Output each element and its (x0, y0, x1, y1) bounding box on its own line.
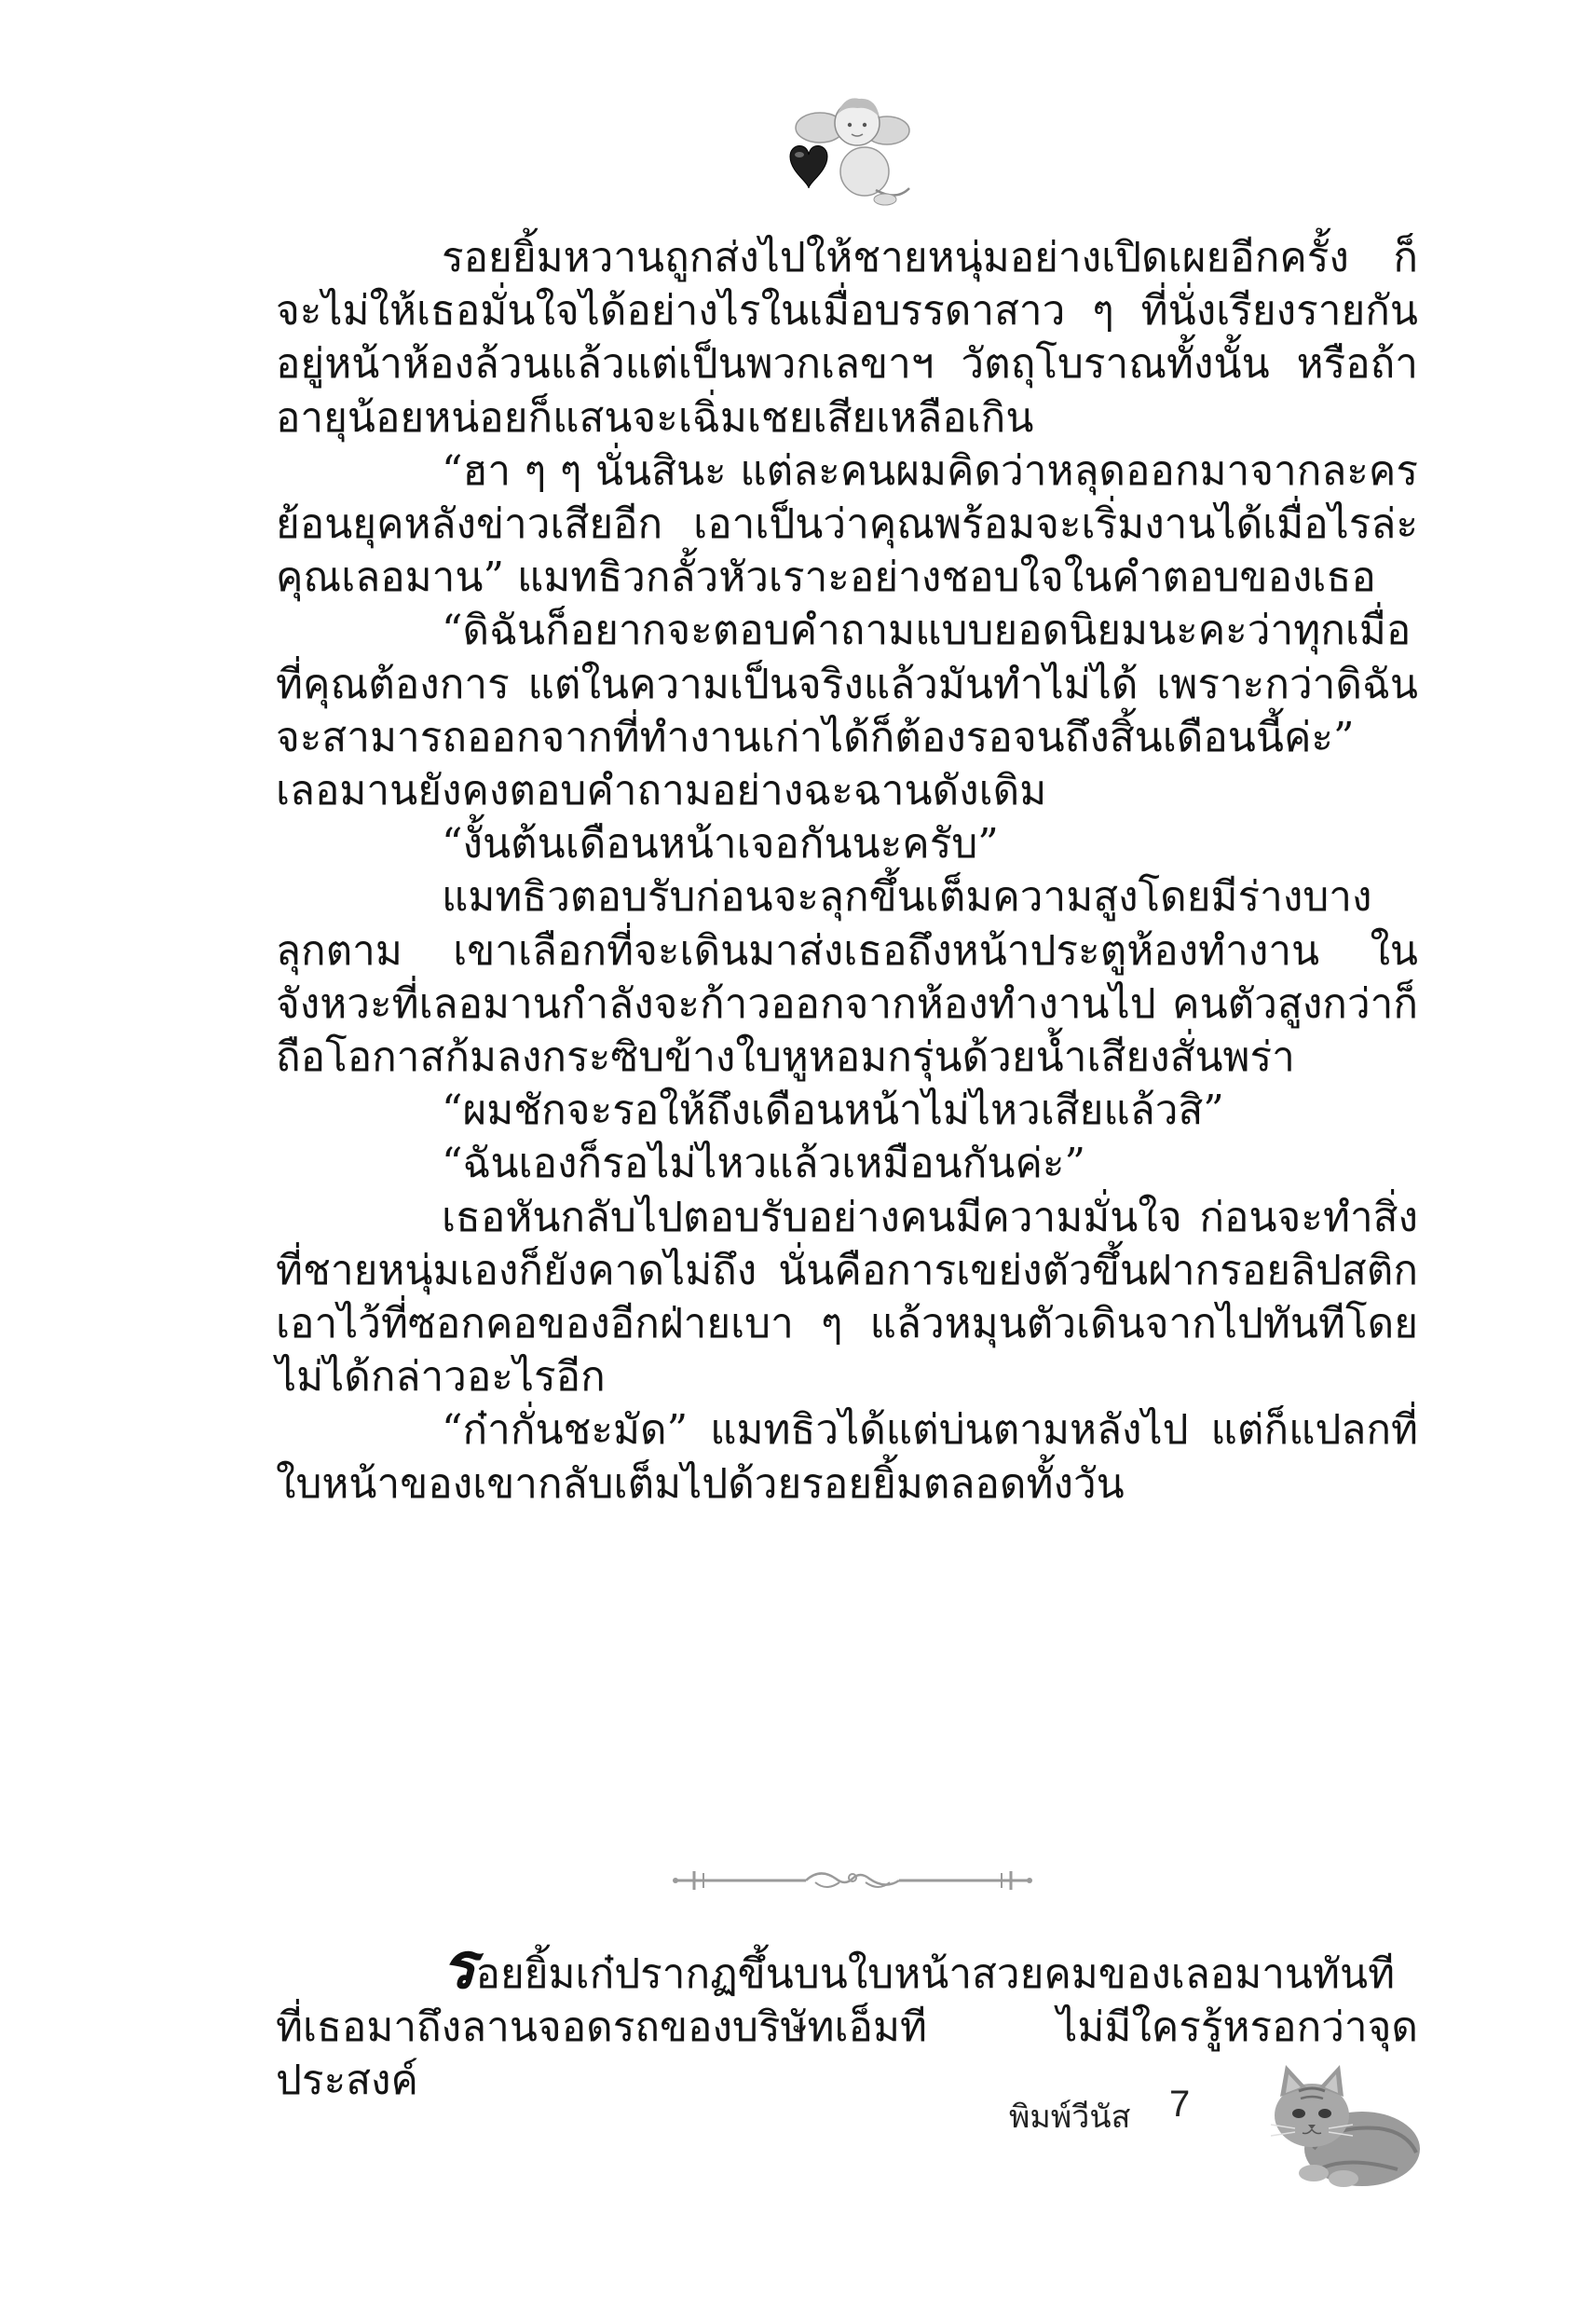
paragraph: “งั้นต้นเดือนหน้าเจอกันนะครับ” (442, 820, 999, 868)
cat-icon (1258, 2039, 1427, 2197)
drop-cap: ร (442, 1929, 476, 2003)
footer-book-title: พิมพ์วีนัส (1009, 2099, 1131, 2136)
paragraph: “ดิฉันก็อยากจะตอบคำถามแบบยอดนิยมนะคะว่าทุกเมื่อที่คุณต้องการ แต่ในความเป็นจริงแล้วมันทำไม่ได้ เพราะกว่าดิฉันจะสามารถออกจากที่ทำงานเก่าได้ก็ต้องรอจนถึงสิ้นเดือนนี้ค่ะ” เลอมานยังคงตอบคำถามอย่างฉะฉานดังเดิม (276, 607, 1418, 815)
ornamental-divider (666, 1862, 1039, 1899)
opening-paragraph (276, 1929, 1418, 2108)
page-number: 7 (1169, 2084, 1191, 2125)
paragraph: แมทธิวตอบรับก่อนจะลุกขึ้นเต็มความสูงโดยมีร่างบางลุกตาม เขาเลือกที่จะเดินมาส่งเธอถึงหน้าประตูห้องทำงาน ในจังหวะที่เลอมานกำลังจะก้าวออกจากห้องทำงานไป คนตัวสูงกว่าก็ถือโอกาสก้มลงกระซิบข้างใบหูหอมกรุ่นด้วยน้ำเสียงสั่นพร่า (276, 873, 1418, 1082)
paragraph: “ฮา ๆ ๆ นั่นสินะ แต่ละคนผมคิดว่าหลุดออกมาจากละครย้อนยุคหลังข่าวเสียอีก เอาเป็นว่าคุณพร้อมจะเริ่มงานได้เมื่อไรล่ะคุณเลอมาน” แมทธิวกลั้วหัวเราะอย่างชอบใจในคำตอบของเธอ (276, 446, 1418, 602)
paragraph: “ผมชักจะรอให้ถึงเดือนหน้าไม่ไหวเสียแล้วสิ” (442, 1087, 1224, 1135)
opening-paragraph-text: อยยิ้มเก๋ปรากฏขึ้นบนใบหน้าสวยคมของเลอมานทันทีที่เธอมาถึงลานจอดรถของบริษัทเอ็มที ไม่มีใครรู้หรอกว่าจุดประสงค์ (276, 1950, 1418, 2105)
cupid-with-heart-icon (783, 86, 922, 216)
paragraph: รอยยิ้มหวานถูกส่งไปให้ชายหนุ่มอย่างเปิดเผยอีกครั้ง ก็จะไม่ให้เธอมั่นใจได้อย่างไรในเมื่อบรรดาสาว ๆ ที่นั่งเรียงรายกันอยู่หน้าห้องล้วนแล้วแต่เป็นพวกเลขาฯ วัตถุโบราณทั้งนั้น หรือถ้าอายุน้อยหน่อยก็แสนจะเฉิ่มเชยเสียเหลือเกิน (276, 234, 1418, 442)
section-two (276, 1929, 1418, 2108)
paragraph: เธอหันกลับไปตอบรับอย่างคนมีความมั่นใจ ก่อนจะทำสิ่งที่ชายหนุ่มเองก็ยังคาดไม่ถึง นั่นคือการเขย่งตัวขึ้นฝากรอยลิปสติกเอาไว้ที่ซอกคอของอีกฝ่ายเบา ๆ แล้วหมุนตัวเดินจากไปทันทีโดยไม่ได้กล่าวอะไรอีก (276, 1193, 1418, 1402)
paragraph: “ก๋ากั่นชะมัด” แมทธิวได้แต่บ่นตามหลังไป แต่ก็แปลกที่ใบหน้าของเขากลับเต็มไปด้วยรอยยิ้มตลอดทั้งวัน (276, 1406, 1418, 1508)
body-text (276, 231, 1418, 1511)
paragraph: “ฉันเองก็รอไม่ไหวแล้วเหมือนกันค่ะ” (442, 1140, 1086, 1188)
